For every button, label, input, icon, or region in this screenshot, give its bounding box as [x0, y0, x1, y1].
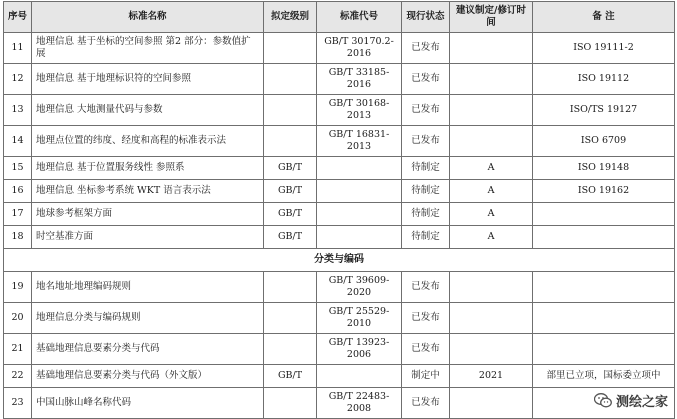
header-time: 建议制定/修订时间 [450, 2, 533, 33]
level-cell: GB/T [264, 203, 317, 226]
level-cell [264, 64, 317, 95]
note-cell: ISO 19111-2 [533, 33, 675, 64]
level-cell: GB/T [264, 180, 317, 203]
code-cell [317, 203, 402, 226]
row-number: 16 [4, 180, 32, 203]
table-row [4, 226, 675, 249]
status-cell: 已发布 [402, 95, 450, 126]
code-cell: GB/T 33185-2016 [317, 64, 402, 95]
time-cell [450, 64, 533, 95]
note-cell: ISO/TS 19127 [533, 95, 675, 126]
time-cell: A [450, 180, 533, 203]
standard-name: 地理信息 基于位置服务线性 参照系 [32, 157, 264, 180]
level-cell [264, 95, 317, 126]
note-cell: 部里已立项，国标委立项中 [533, 365, 675, 388]
standards-table [3, 1, 675, 419]
status-cell: 待制定 [402, 226, 450, 249]
header-level: 拟定级别 [264, 2, 317, 33]
standard-name: 基础地理信息要素分类与代码 [32, 334, 264, 365]
header-status: 现行状态 [402, 2, 450, 33]
level-cell [264, 334, 317, 365]
note-cell [533, 303, 675, 334]
code-cell [317, 180, 402, 203]
level-cell [264, 303, 317, 334]
standard-name: 地理信息 大地测量代码与参数 [32, 95, 264, 126]
code-cell: GB/T 39609-2020 [317, 272, 402, 303]
level-cell [264, 388, 317, 419]
level-cell [264, 126, 317, 157]
watermark-text: 测绘之家 [615, 395, 668, 410]
code-cell: GB/T 30170.2-2016 [317, 33, 402, 64]
standard-name: 基础地理信息要素分类与代码（外文版） [32, 365, 264, 388]
status-cell: 已发布 [402, 64, 450, 95]
level-cell [264, 272, 317, 303]
header-code: 标准代号 [317, 2, 402, 33]
standard-name: 中国山脉山峰名称代码 [32, 388, 264, 419]
status-cell: 已发布 [402, 272, 450, 303]
time-cell [450, 303, 533, 334]
status-cell: 已发布 [402, 126, 450, 157]
status-cell: 待制定 [402, 157, 450, 180]
header-name: 标准名称 [32, 2, 264, 33]
standard-name: 地理点位置的纬度、经度和高程的标准表示法 [32, 126, 264, 157]
time-cell: A [450, 203, 533, 226]
table-row [4, 95, 675, 126]
code-cell: GB/T 13923-2006 [317, 334, 402, 365]
section-title: 分类与编码 [4, 249, 675, 272]
row-number: 14 [4, 126, 32, 157]
time-cell [450, 33, 533, 64]
standard-name: 地球参考框架方面 [32, 203, 264, 226]
table-row [4, 365, 675, 388]
time-cell [450, 388, 533, 419]
level-cell: GB/T [264, 365, 317, 388]
time-cell [450, 126, 533, 157]
row-number: 12 [4, 64, 32, 95]
status-cell: 待制定 [402, 180, 450, 203]
note-cell [533, 334, 675, 365]
standard-name: 地理信息分类与编码规则 [32, 303, 264, 334]
standard-name: 地名地址地理编码规则 [32, 272, 264, 303]
table-row [4, 126, 675, 157]
standard-name: 地理信息 基于坐标的空间参照 第2 部分：参数值扩展 [32, 33, 264, 64]
status-cell: 已发布 [402, 33, 450, 64]
note-cell: ISO 6709 [533, 126, 675, 157]
row-number: 19 [4, 272, 32, 303]
code-cell: GB/T 16831-2013 [317, 126, 402, 157]
standard-name: 地理信息 基于地理标识符的空间参照 [32, 64, 264, 95]
wechat-icon [594, 393, 612, 408]
table-row [4, 303, 675, 334]
time-cell [450, 334, 533, 365]
standard-name: 时空基准方面 [32, 226, 264, 249]
section-row [4, 249, 675, 272]
header-no: 序号 [4, 2, 32, 33]
level-cell: GB/T [264, 226, 317, 249]
row-number: 22 [4, 365, 32, 388]
time-cell: 2021 [450, 365, 533, 388]
section-body [4, 249, 675, 272]
header-note: 备 注 [533, 2, 675, 33]
row-number: 21 [4, 334, 32, 365]
code-cell [317, 157, 402, 180]
code-cell: GB/T 25529-2010 [317, 303, 402, 334]
row-number: 23 [4, 388, 32, 419]
table-row [4, 157, 675, 180]
row-number: 17 [4, 203, 32, 226]
time-cell [450, 272, 533, 303]
table-row [4, 272, 675, 303]
note-cell [533, 203, 675, 226]
table-row [4, 180, 675, 203]
code-cell: GB/T 22483-2008 [317, 388, 402, 419]
code-cell: GB/T 30168-2013 [317, 95, 402, 126]
code-cell [317, 226, 402, 249]
table-row [4, 64, 675, 95]
table-body-a [4, 33, 675, 249]
table-row [4, 203, 675, 226]
status-cell: 制定中 [402, 365, 450, 388]
header-row [4, 2, 675, 33]
row-number: 15 [4, 157, 32, 180]
note-cell: ISO 19148 [533, 157, 675, 180]
status-cell: 已发布 [402, 388, 450, 419]
standard-name: 地理信息 坐标参考系统 WKT 语言表示法 [32, 180, 264, 203]
level-cell [264, 33, 317, 64]
time-cell: A [450, 226, 533, 249]
table-row [4, 388, 675, 419]
status-cell: 已发布 [402, 303, 450, 334]
note-cell: ISO 19112 [533, 64, 675, 95]
table-body-b [4, 272, 675, 419]
note-cell [533, 272, 675, 303]
status-cell: 已发布 [402, 334, 450, 365]
row-number: 11 [4, 33, 32, 64]
table-row [4, 334, 675, 365]
note-cell [533, 226, 675, 249]
status-cell: 待制定 [402, 203, 450, 226]
time-cell: A [450, 157, 533, 180]
row-number: 13 [4, 95, 32, 126]
row-number: 18 [4, 226, 32, 249]
watermark [591, 390, 671, 411]
code-cell [317, 365, 402, 388]
table-row [4, 33, 675, 64]
time-cell [450, 95, 533, 126]
level-cell: GB/T [264, 157, 317, 180]
row-number: 20 [4, 303, 32, 334]
note-cell: ISO 19162 [533, 180, 675, 203]
